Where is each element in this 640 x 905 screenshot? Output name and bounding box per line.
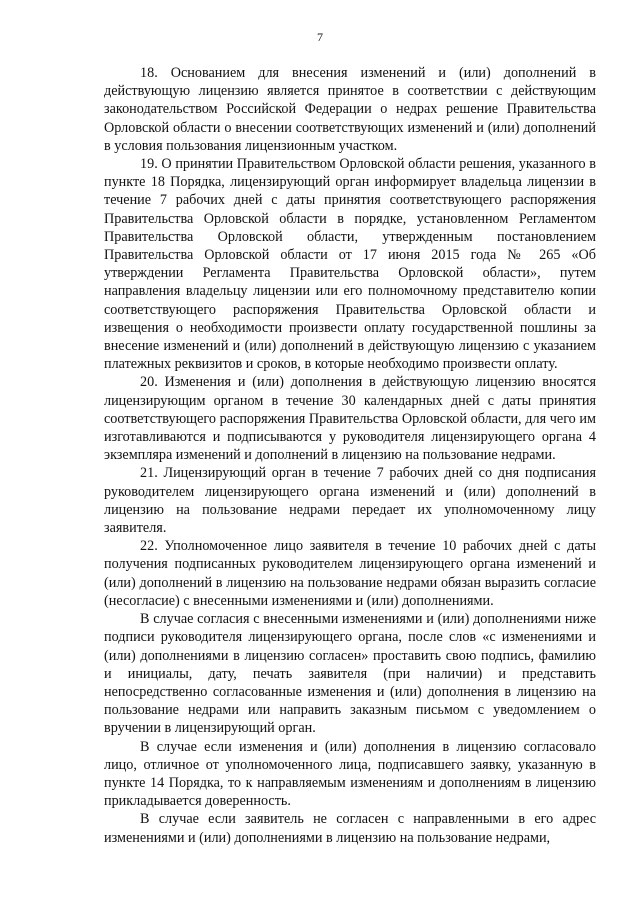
document-body (104, 64, 596, 847)
paragraph-consent: В случае согласия с внесенными изменениями и (или) дополнениями ниже подписи руководителя лицензирующего органа, после слов «с изменениями и (или) дополнениями в лицензию согласен» проставить свою подпись, фамилию и инициалы, дату, печать заявителя (при наличии) и представить непосредственно согласованные изменения и (или) дополнения в лицензию на пользование недрами или направить заказным письмом с уведомлением о вручении в лицензирующий орган. (104, 611, 596, 737)
paragraph-19: 19. О принятии Правительством Орловской области решения, указанного в пункте 18 Порядка, лицензирующий орган информирует владельца лицензии в течение 7 рабочих дней с даты принятия соответствующего распоряжения Правительства Орловской области в порядке, установленном Регламентом Правительства Орловской области, утвержденным постановлением Правительства Орловской области от 17 июня 2015 года № 265 «Об утверждении Регламента Правительства Орловской области», путем направления владельцу лицензии или его полномочному представителю копии соответствующего распоряжения Правительства Орловской области и извещения о необходимости произвести оплату государственной пошлины за внесение изменений и (или) дополнений в действующую лицензию с указанием платежных реквизитов и сроков, в которые необходимо произвести оплату. (104, 156, 596, 373)
paragraph-disagreement: В случае если заявитель не согласен с направленными в его адрес изменениями и (или) дополнениями в лицензию на пользование недрами, (104, 811, 596, 846)
paragraph-21: 21. Лицензирующий орган в течение 7 рабочих дней со дня подписания руководителем лицензирующего органа изменений и (или) дополнений в лицензию на пользование недрами передает их уполномоченному лицу заявителя. (104, 465, 596, 537)
page-number: 7 (317, 30, 323, 44)
paragraph-22: 22. Уполномоченное лицо заявителя в течение 10 рабочих дней с даты получения подписанных руководителем лицензирующего органа изменений и (или) дополнений в лицензию на пользование недрами обязан выразить согласие (несогласие) с внесенными изменениями и (или) дополнениями. (104, 538, 596, 609)
paragraph-20: 20. Изменения и (или) дополнения в действующую лицензию вносятся лицензирующим органом в течение 30 календарных дней с даты принятия соответствующего распоряжения Правительства Орловской области, для чего им изготавливаются и подписываются у руководителя лицензирующего органа 4 экземпляра изменений и дополнений в лицензию на пользование недрами. (104, 374, 596, 464)
paragraph-proxy: В случае если изменения и (или) дополнения в лицензию согласовало лицо, отличное от уполномоченного лица, подписавшего заявку, указанную в пункте 14 Порядка, то к направляемым изменениям и дополнениям в лицензию прикладывается доверенность. (104, 738, 596, 810)
paragraph-18: 18. Основанием для внесения изменений и (или) дополнений в действующую лицензию является принятое в соответствии с действующим законодательством Российской Федерации о недрах решение Правительства Орловской области о внесении соответствующих изменений и (или) дополнений в условия пользования лицензионным участком. (104, 65, 596, 154)
